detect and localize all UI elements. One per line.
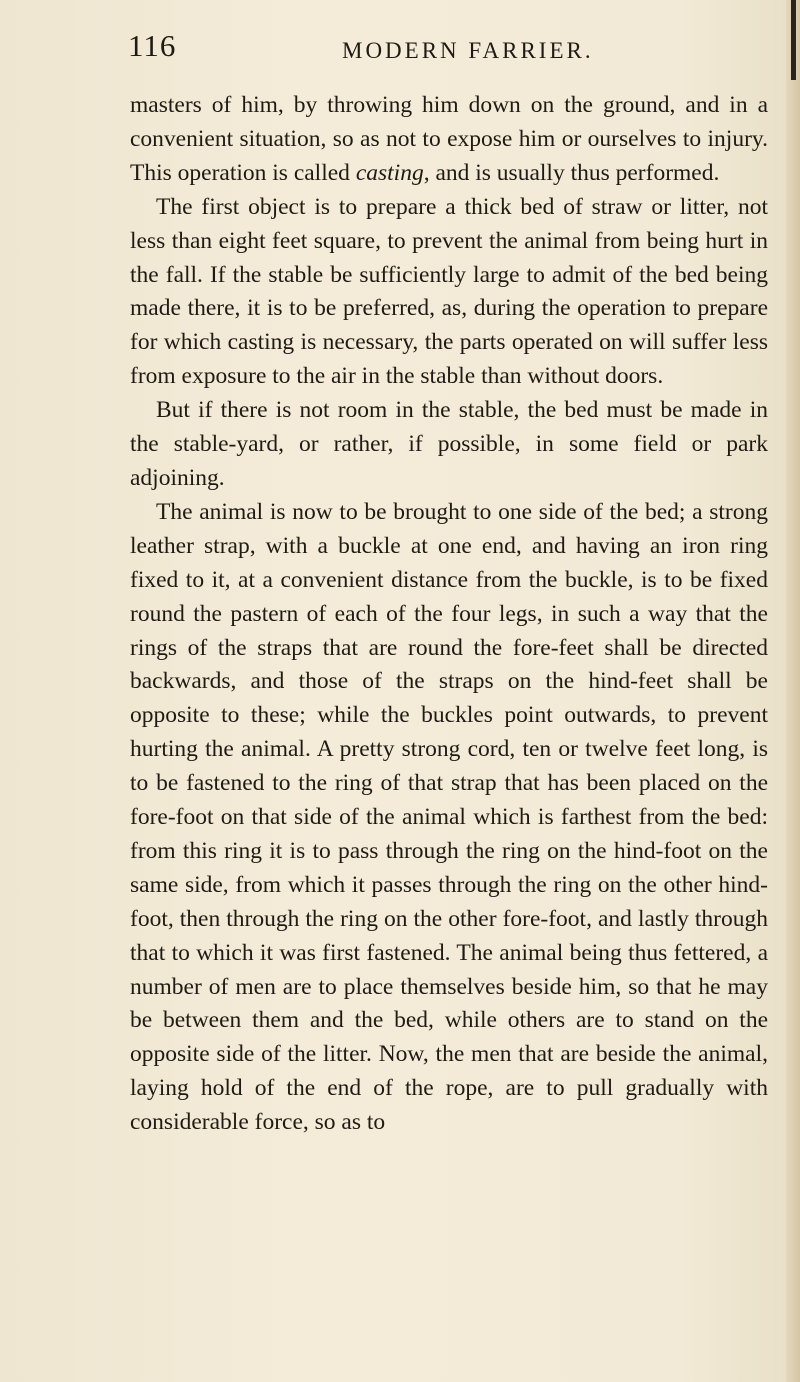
paragraph-2: The first object is to prepare a thick bed of straw or litter, not less than eight feet square, to prevent the animal from being hurt in the fall. If the stable be sufficiently large to admit of the bed being made there, it is to be preferred, as, during the operation to prepare for which casting is necessary, the parts operated on will suffer less from exposure to the air in the stable than without doors. [130, 193, 768, 390]
running-head: MODERN FARRIER. [342, 38, 594, 63]
paragraph-1-text: masters of him, by throwing him down on the ground, and in a convenient situation, so as not to expose him or ourselves to injury. This operation is called [130, 92, 768, 186]
paragraph-1 [130, 89, 768, 191]
page-header [128, 28, 768, 78]
paragraph-1-emphasis: casting [355, 159, 424, 186]
paragraph-4: The animal is now to be brought to one side of the bed; a strong leather strap, with a buckle at one end, and having an iron ring fixed to it, at a convenient distance from the buckle, is to be fixed round the pastern of each of the four legs, in such a way that the rings of the straps that are round the fore-feet shall be directed backwards, and those of the straps on the hind-feet shall be opposite to these; while the buckles point outwards, to prevent hurting the animal. A pretty strong cord, ten or twelve feet long, is to be fastened to the ring of that strap that has been placed on the fore-foot on that side of the animal which is farthest from the bed: from this ring it is to pass through the ring on the hind-foot on the same side, from which it passes through the ring on the other hind-foot, then through the ring on the other fore-foot, and lastly through that to which it was first fastened. The animal being thus fettered, a number of men are to place themselves beside him, so that he may be between them and the bed, while others are to stand on the opposite side of the litter. Now, the men that are beside the animal, laying hold of the end of the rope, are to pull gradually with considerable force, so as to [130, 498, 768, 1136]
binding-mark [791, 0, 796, 80]
body-text [130, 89, 768, 1140]
page-number: 116 [128, 28, 177, 63]
paragraph-1-text-end: , and is usually thus performed. [423, 159, 720, 186]
paragraph-3: But if there is not room in the stable, the bed must be made in the stable-yard, or rather, if possible, in some field or park adjoining. [130, 397, 768, 491]
page-edge [786, 0, 800, 1382]
